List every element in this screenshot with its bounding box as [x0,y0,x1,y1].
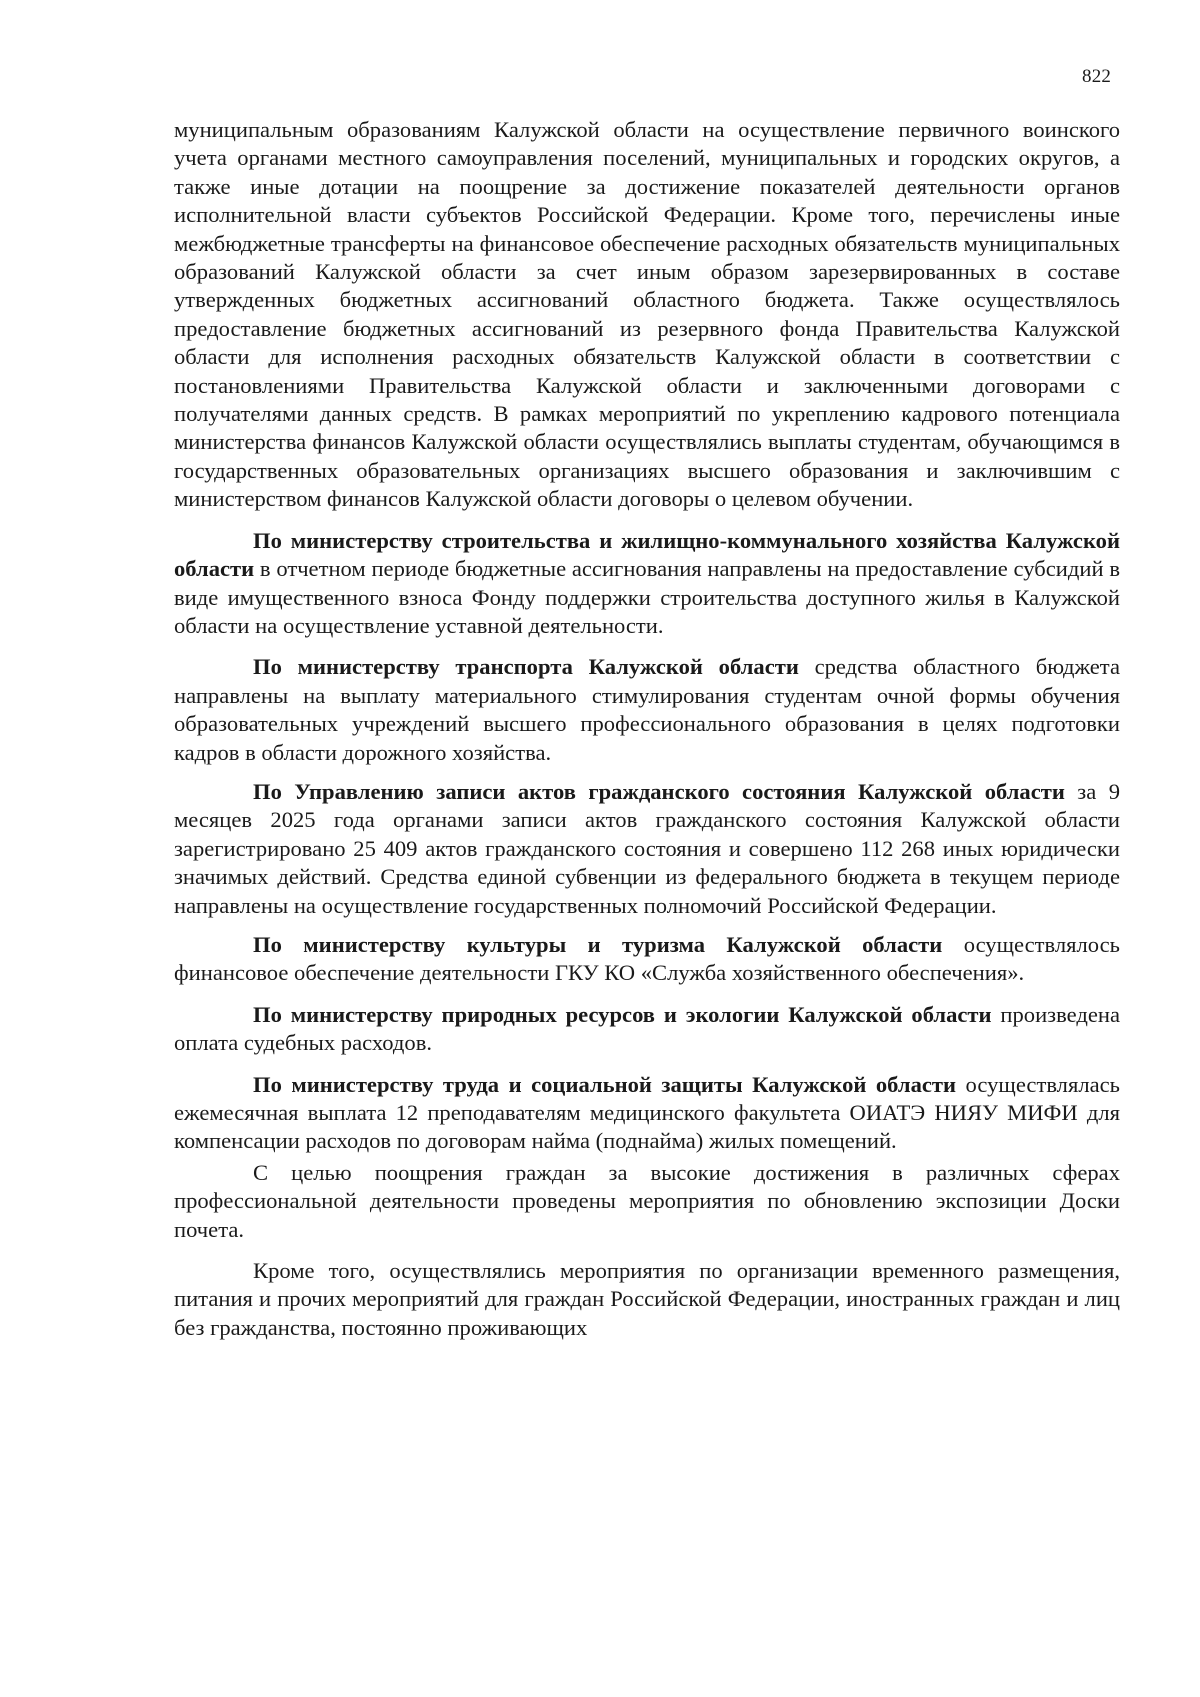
paragraph-civil-registry [174,778,1120,920]
paragraph-culture-ministry [174,931,1120,988]
paragraph-text: осуществлялось финансовое обеспечение деятельности ГКУ КО «Служба хозяйственного обеспечения». [174,931,1120,986]
page-number: 822 [1082,66,1112,87]
paragraph-text: С целью поощрения граждан за высокие достижения в различных сферах профессиональной деятельности проведены мероприятия по обновлению экспозиции Доски почета. [174,1159,1120,1242]
paragraph-text: средства областного бюджета направлены на выплату материального стимулирования студентам очной формы обучения образовательных учреждений высшего профессионального образования в целях подготовки кадров в области дорожного хозяйства. [174,654,1120,765]
paragraph-municipal-transfers [174,116,1120,514]
paragraph-lead: По министерству строительства и жилищно-коммунального хозяйства Калужской области [174,527,1120,582]
paragraph-text: за 9 месяцев 2025 года органами записи актов гражданского состояния Калужской области зарегистрировано 25 409 актов гражданского состояния и совершено 112 268 иных юридически значимых действий. Средства единой субвенции из федерального бюджета в текущем периоде направлены на осуществление государственных полномочий Российской Федерации. [174,778,1120,918]
paragraph-ecology-ministry [174,1001,1120,1058]
paragraph-lead: По министерству культуры и туризма Калужской области [253,931,943,957]
paragraph-transport-ministry [174,653,1120,767]
paragraph-temporary-accommodation [174,1257,1120,1342]
paragraph-lead: По министерству природных ресурсов и экологии Калужской области [253,1001,992,1027]
paragraph-honor-board [174,1159,1120,1244]
paragraph-text: произведена оплата судебных расходов. [174,1001,1120,1056]
paragraph-lead: По Управлению записи актов гражданского состояния Калужской области [253,778,1065,804]
paragraph-text: муниципальным образованиям Калужской области на осуществление первичного воинского учета органами местного самоуправления поселений, муниципальных и городских округов, а также иные дотации на поощрение за достижение показателей деятельности органов исполнительной власти субъектов Российской Федерации. Кроме того, перечислены иные межбюджетные трансферты на финансовое обеспечение расходных обязательств муниципальных образований Калужской области за счет иным образом зарезервированных в составе утвержденных бюджетных ассигнований областного бюджета. Также осуществлялось предоставление бюджетных ассигнований из резервного фонда Правительства Калужской области для исполнения расходных обязательств Калужской области в соответствии с постановлениями Правительства Калужской области и заключенными договорами с получателями данных средств. В рамках мероприятий по укреплению кадрового потенциала министерства финансов Калужской области осуществлялись выплаты студентам, обучающимся в государственных образовательных организациях высшего образования и заключившим с министерством финансов Калужской области договоры о целевом обучении. [174,117,1120,512]
paragraph-text: в отчетном периоде бюджетные ассигнования направлены на предоставление субсидий в виде имущественного взноса Фонду поддержки строительства доступного жилья в Калужской области на осуществление уставной деятельности. [174,556,1120,638]
paragraph-lead: По министерству труда и социальной защиты Калужской области [253,1071,957,1097]
paragraph-construction-ministry [174,527,1120,641]
paragraph-text: Кроме того, осуществлялись мероприятия по организации временного размещения, питания и прочих мероприятий для граждан Российской Федерации, иностранных граждан и лиц без гражданства, постоянно проживающих [174,1258,1120,1340]
paragraph-labor-ministry [174,1071,1120,1156]
paragraph-text: осуществлялась ежемесячная выплата 12 преподавателям медицинского факультета ОИАТЭ НИЯУ МИФИ для компенсации расходов по договорам найма (поднайма) жилых помещений. [174,1071,1120,1154]
paragraph-lead: По министерству транспорта Калужской области [253,654,799,680]
document-body [174,116,1120,1342]
